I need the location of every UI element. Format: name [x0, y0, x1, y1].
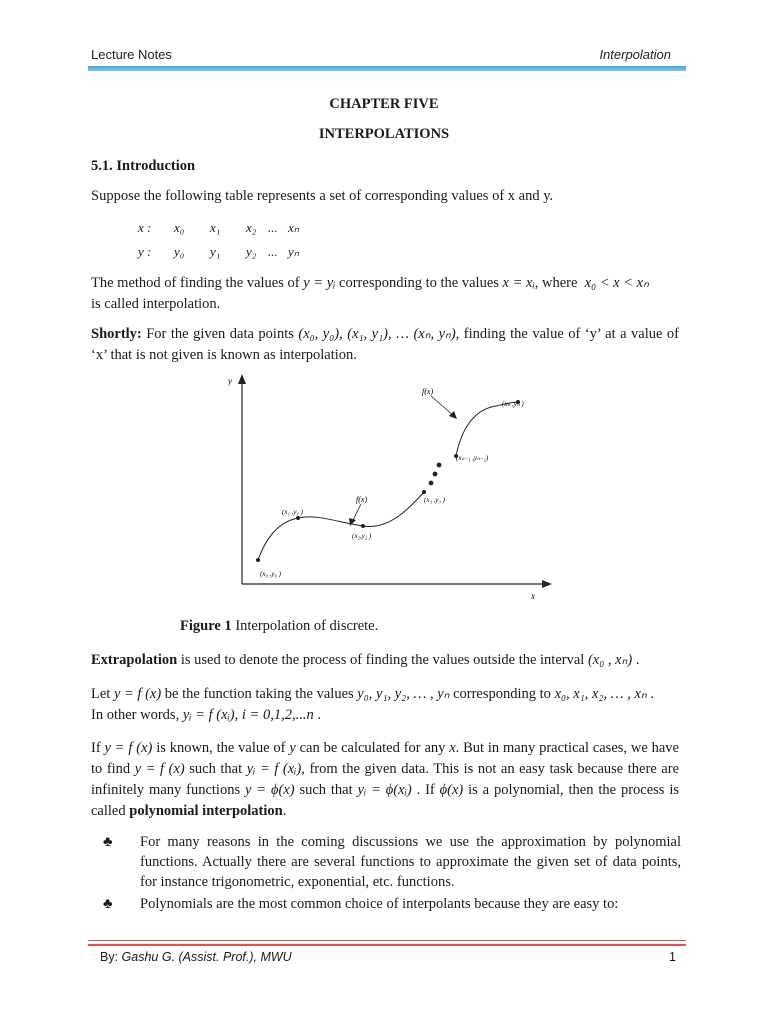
chapter-number: CHAPTER FIVE — [329, 96, 439, 112]
table-cell: y₂ — [246, 244, 257, 259]
math-expr: x₀, x₁, x₂, … , xₙ — [554, 686, 647, 702]
ellipsis-dot — [429, 481, 434, 486]
text-run: is known, the value of — [152, 740, 290, 756]
page-number: 1 — [669, 950, 676, 964]
label-point-3: (x₃ ,y₃ ) — [424, 496, 445, 504]
text-run: If — [91, 740, 105, 756]
math-expr: y — [289, 740, 296, 756]
text-run: is used to denote the process of finding the values outside the interval — [177, 652, 588, 668]
list-item-text: For many reasons in the coming discussions we use the approximation by polynomial functions. Actually there are several functions to approximate the given set of data points, for instance trigonometric, exponential, etc. functions. — [140, 834, 681, 890]
text-run: . — [632, 652, 640, 668]
text-run: , where — [534, 275, 582, 291]
text-run: be the function taking the values — [161, 686, 358, 702]
text-run: such that — [184, 761, 247, 777]
data-point — [296, 516, 300, 520]
math-expr: ϕ(x) — [439, 782, 464, 798]
label-point-1: (x₁ ,y₁ ) — [282, 508, 303, 516]
list-item — [91, 894, 681, 914]
math-expr: x₀ < x < xₙ — [584, 275, 649, 291]
table-cell: x : — [138, 220, 152, 235]
table-cell: xₙ — [288, 220, 299, 235]
list-item-text: Polynomials are the most common choice of interpolants because they are easy to: — [140, 896, 619, 912]
if-paragraph — [91, 738, 679, 822]
method-paragraph — [91, 273, 679, 315]
curve-lower — [258, 492, 424, 560]
math-expr: y = f (x) — [113, 686, 162, 702]
text-run: , finding the value of ‘y’ at a value of ‘x’ that is not given is known as interpolation. — [91, 326, 679, 363]
section-title: 5.1. Introduction — [91, 158, 196, 174]
chapter-title: INTERPOLATIONS — [318, 126, 450, 142]
text-run: is a polynomial, then the process is called — [91, 782, 679, 819]
text-run: corresponding to — [449, 686, 555, 702]
footer-author-name: Gashu G. (Assist. Prof.), MWU — [121, 950, 292, 964]
text-run: corresponding to the values — [335, 275, 503, 291]
ellipsis-dot — [433, 472, 438, 477]
table-cell: x₁ — [210, 220, 221, 235]
text-run: . But in many practical cases, we have to find — [91, 740, 679, 777]
math-expr: y = yᵢ — [303, 275, 336, 291]
math-expr: y = f (x) — [134, 761, 185, 777]
annotation-arrow — [431, 396, 454, 416]
data-point — [256, 558, 260, 562]
text-run: . — [313, 707, 321, 723]
text-run: is called interpolation. — [91, 296, 221, 312]
club-bullet-icon: ♣ — [103, 896, 113, 912]
math-expr: (x₀, y₀), (x₁, y₁), … (xₙ, yₙ) — [298, 326, 456, 342]
header-right: Interpolation — [599, 47, 671, 62]
label-point-n-1: (xₙ₋₁ ,yₙ₋₁) — [456, 454, 489, 462]
table-cell: x₀ — [174, 220, 185, 235]
shortly-paragraph — [91, 324, 679, 366]
table-row — [138, 220, 324, 244]
text-run: Let — [91, 686, 114, 702]
label-point-2: (x₂,y₂ ) — [352, 532, 372, 540]
table-cell: y₀ — [174, 244, 185, 259]
x-axis-label: x — [531, 591, 535, 601]
footer-rule — [88, 940, 686, 941]
y-axis-arrow — [238, 374, 246, 384]
label-f-top: f(x) — [422, 387, 434, 396]
figure-caption-label: Figure 1 — [180, 618, 232, 634]
table-cell: ... — [268, 220, 278, 235]
club-bullet-icon: ♣ — [103, 834, 113, 850]
math-expr: yᵢ = f (xᵢ), i = 0,1,2,...n — [182, 707, 314, 723]
text-run: The method of finding the values of — [91, 275, 304, 291]
table-cell: yₙ — [288, 244, 299, 259]
math-expr: x — [449, 740, 456, 756]
math-expr: y₀, y₁, y₂, … , yₙ — [357, 686, 450, 702]
interpolation-figure — [228, 370, 558, 602]
text-run: . — [282, 803, 287, 819]
label-point-n: (xₙ ,yₙ ) — [502, 400, 524, 408]
table-cell: y₁ — [210, 244, 221, 259]
text-run: , from the given data. This is not an easy task because there are infinitely many functions — [91, 761, 680, 798]
text-run: . If — [411, 782, 440, 798]
ellipsis-dot — [437, 463, 442, 468]
label-point-0: (x₀ ,y₀ ) — [260, 570, 281, 578]
curve-upper — [456, 402, 518, 456]
text-run: can be calculated for any — [295, 740, 450, 756]
math-expr: (x₀ , xₙ) — [587, 652, 633, 668]
math-expr: y = ϕ(x) — [244, 782, 295, 798]
polynomial-interpolation-term: polynomial interpolation — [129, 803, 283, 819]
bullet-list — [91, 832, 681, 914]
text-run: such that — [294, 782, 358, 798]
extrapolation-label: Extrapolation — [91, 652, 178, 668]
data-point — [422, 490, 426, 494]
figure-caption — [180, 618, 378, 635]
footer-author — [100, 950, 292, 964]
extrapolation-paragraph — [91, 650, 679, 671]
table-cell: y : — [138, 244, 152, 259]
y-axis-label: y — [228, 376, 232, 386]
figure-caption-text: Interpolation of discrete. — [231, 618, 379, 634]
math-expr: yᵢ = f (xᵢ) — [246, 761, 302, 777]
list-item — [91, 832, 681, 892]
text-run: In other words, — [91, 707, 183, 723]
table-cell: ... — [268, 244, 278, 259]
shortly-label: Shortly: — [91, 326, 142, 342]
let-paragraph — [91, 684, 679, 726]
table-row — [138, 244, 324, 268]
text-run: For the given data points — [141, 326, 299, 342]
math-expr: yᵢ = ϕ(xᵢ) — [357, 782, 412, 798]
text-run: . — [646, 686, 654, 702]
data-point — [361, 524, 365, 528]
intro-paragraph: Suppose the following table represents a set of corresponding values of x and y. — [91, 188, 554, 204]
footer-by: By: — [100, 950, 122, 964]
header-left: Lecture Notes — [91, 47, 172, 62]
footer-rule — [88, 944, 686, 946]
header-rule — [88, 66, 686, 71]
math-expr: x = xᵢ — [502, 275, 535, 291]
values-table — [138, 220, 324, 268]
math-expr: y = f (x) — [104, 740, 153, 756]
table-cell: x₂ — [246, 220, 257, 235]
x-axis-arrow — [542, 580, 552, 588]
label-f-mid: f(x) — [356, 495, 368, 504]
